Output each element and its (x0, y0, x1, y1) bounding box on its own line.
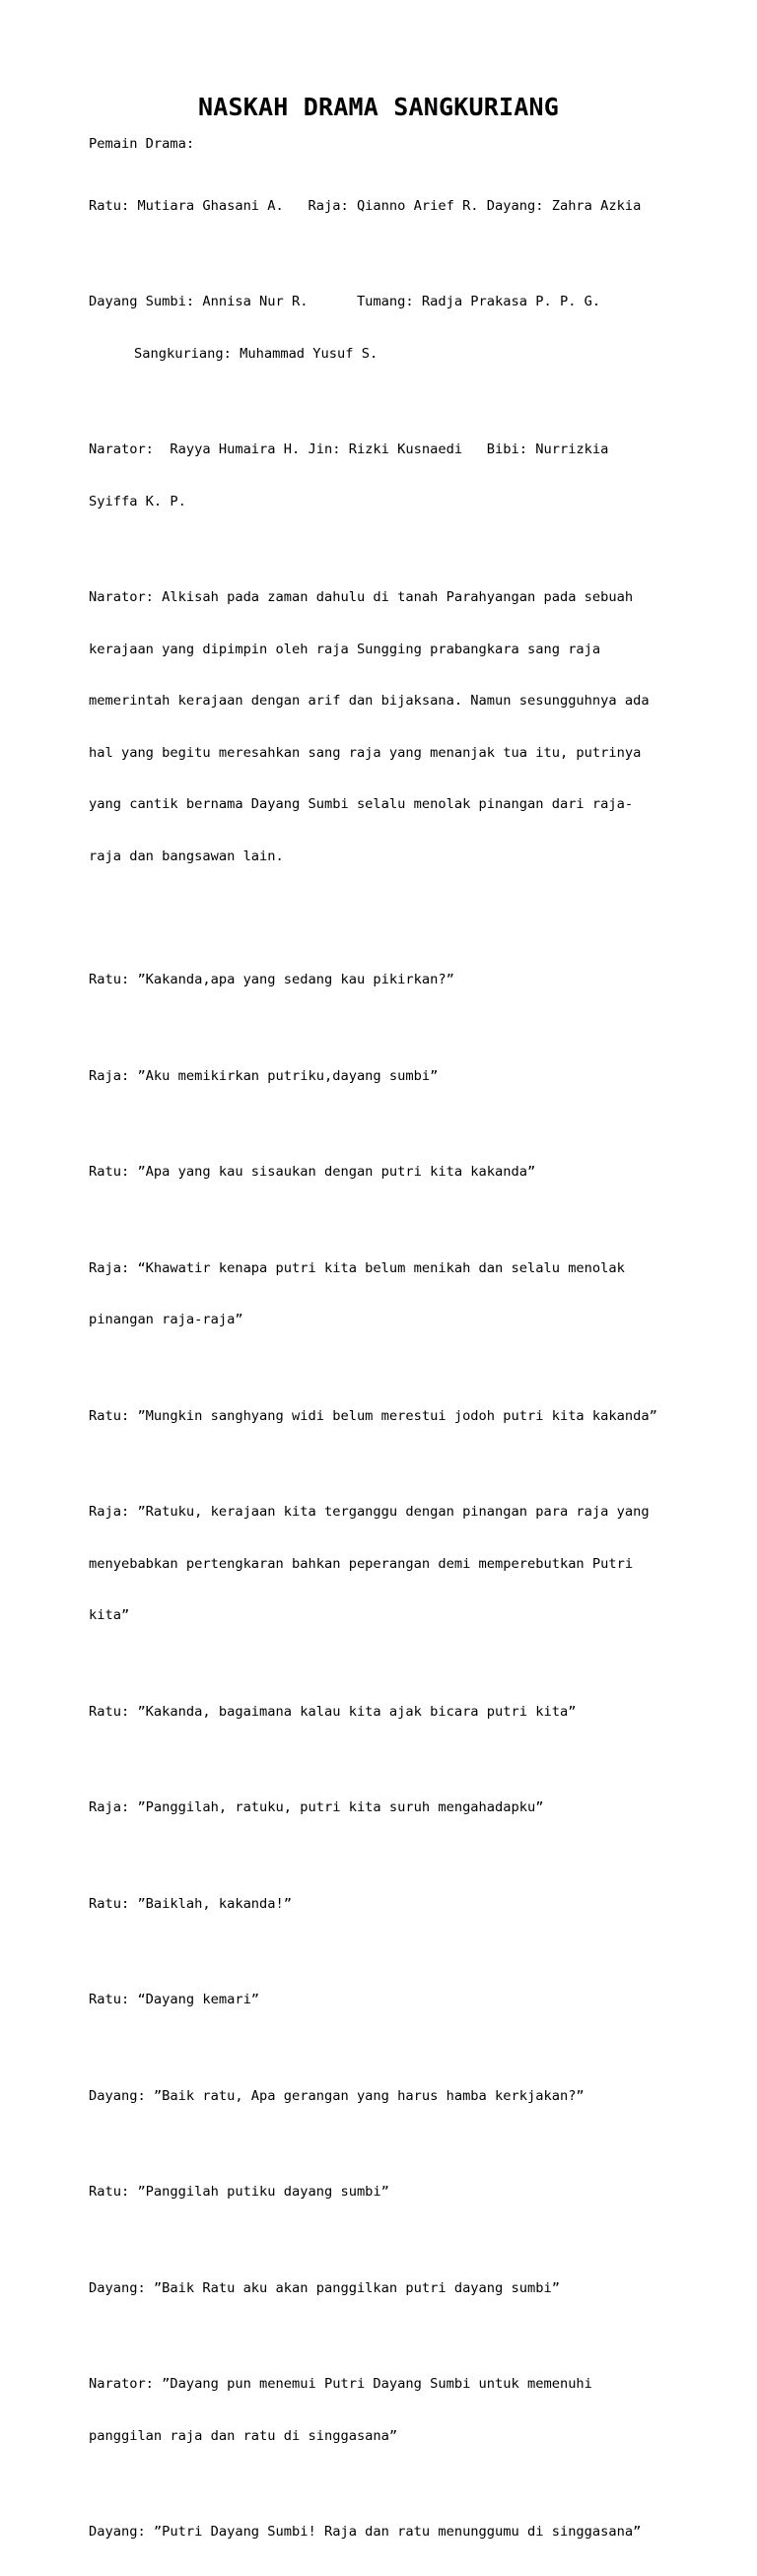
dialogue-line (89, 1957, 668, 2044)
dialogue-text: Ratu: “Dayang kemari” (89, 1992, 260, 2007)
dialogue-line (89, 1469, 668, 1660)
intro-line: raja dan bangsawan lain. (89, 847, 284, 864)
cast-line-text: Dayang Sumbi: Annisa Nur R. Tumang: Radja Prakasa P. P. G. (89, 294, 601, 309)
dialogue-text: Ratu: ”Baiklah, kakanda!” (89, 1895, 293, 1912)
intro-line: hal yang begitu meresahkan sang raja yang menanjak tua itu, putrinya (89, 744, 642, 761)
intro-paragraph (89, 555, 668, 900)
cast-line (89, 164, 668, 250)
dialogue-text: Dayang: ”Baik ratu, Apa gerangan yang harus hamba kerkjakan?” (89, 2087, 585, 2104)
dialogue-text: Ratu: ”Apa yang kau sisaukan dengan putri kita kakanda” (89, 1164, 536, 1180)
dialogue-line (89, 2054, 668, 2140)
cast-line-text: Narator: Rayya Humaira H. Jin: Rizki Kusnaedi Bibi: Nurrizkia (89, 441, 609, 457)
dialogue-text: pinangan raja-raja” (89, 1312, 243, 1327)
dialogue-line (89, 1862, 668, 1948)
cast-line-text: Ratu: Mutiara Ghasani A. Raja: Qianno Arief R. Dayang: Zahra Azkia (89, 197, 642, 214)
cast-line (89, 407, 668, 545)
dialogue-text: Ratu: ”Mungkin sanghyang widi belum merestui jodoh putri kita kakanda” (89, 1407, 657, 1424)
dialogue-line (89, 2246, 668, 2333)
dialogue-text: Raja: ”Panggilah, ratuku, putri kita suruh mengahadapku” (89, 1799, 544, 1815)
dialogue-text: panggilan raja dan ratu di singgasana” (89, 2427, 398, 2444)
cast-heading: Pemain Drama: (89, 136, 195, 152)
dialogue-line (89, 1765, 668, 1852)
dialogue-line (89, 1034, 668, 1120)
dialogue-text: Raja: “Khawatir kenapa putri kita belum menikah dan selalu menolak (89, 1259, 625, 1276)
intro-line: yang cantik bernama Dayang Sumbi selalu menolak pinangan dari raja- (89, 796, 634, 812)
dialogue-text: Ratu: ”Kakanda,apa yang sedang kau pikirkan?” (89, 972, 454, 987)
dialogue-text: Ratu: ”Panggilah putiku dayang sumbi” (89, 2184, 389, 2200)
dialogue-line (89, 1374, 668, 1460)
cast-line-text: Sangkuriang: Muhammad Yusuf S. (134, 345, 378, 362)
dialogue-line (89, 1669, 668, 1756)
dialogue-text: menyebabkan pertengkaran bahkan peperangan demi memperebutkan Putri (89, 1555, 634, 1572)
document-title: NASKAH DRAMA SANGKURIANG (197, 93, 560, 121)
cast-line-text: Syiffa K. P. (89, 493, 186, 509)
dialogue-text: Raja: ”Aku memikirkan putriku,dayang sumbi” (89, 1067, 439, 1084)
dialogue-line (89, 937, 668, 1024)
dialogue-line (89, 1129, 668, 1216)
intro-line: memerintah kerajaan dengan arif dan bijaksana. Namun sesungguhnya ada (89, 693, 650, 709)
intro-line: Narator: Alkisah pada zaman dahulu di tanah Parahyangan pada sebuah (89, 589, 634, 605)
dialogue-text: Narator: ”Dayang pun menemui Putri Dayang Sumbi untuk memenuhi (89, 2376, 592, 2392)
dialogue-text: Raja: ”Ratuku, kerajaan kita terganggu dengan pinangan para raja yang (89, 1504, 650, 1520)
dialogue-text: Ratu: ”Kakanda, bagaimana kalau kita ajak bicara putri kita” (89, 1703, 577, 1720)
dialogue-text: Dayang: ”Baik Ratu aku akan panggilkan putri dayang sumbi” (89, 2279, 560, 2296)
dialogue-text: kita” (89, 1607, 130, 1623)
dialogue-line (89, 2149, 668, 2236)
section-spacer (89, 910, 668, 937)
dialogue-line (89, 1226, 668, 1364)
dialogue-line (89, 2341, 668, 2479)
dialogue-line (89, 2489, 668, 2576)
dialogue-text: Dayang: ”Putri Dayang Sumbi! Raja dan ratu menunggumu di singgasana” (89, 2524, 642, 2540)
intro-line: kerajaan yang dipimpin oleh raja Sungging prabangkara sang raja (89, 641, 601, 657)
cast-line (89, 259, 668, 397)
